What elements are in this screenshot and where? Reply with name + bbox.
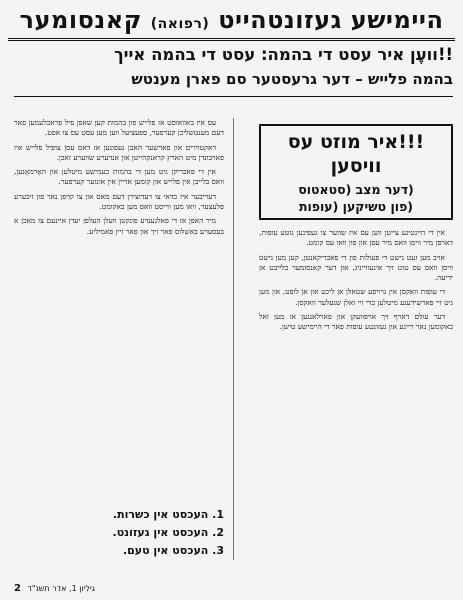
masthead-title	[8, 4, 455, 40]
issue-info: גיליון 1, אדר תשנ"ד	[27, 584, 95, 593]
right-paragraph: אויב מען זעט נישט די פעולות פון די פאבריקאנטן, קען מען נישט וויסן וואס עס טוט זיך אינעווייניג, און דער קאנסומער בלייבט אן ידיעה.	[259, 252, 453, 283]
column-divider	[233, 118, 234, 560]
headline	[14, 44, 453, 90]
right-column-text	[259, 228, 453, 560]
right-paragraph: אין די היינטיגע צייטן ווען עס איז שווער צו געפינען גוטע עופות, דארפן מיר וויסן וואס מיר עסן און פון וואו עס קומט.	[259, 228, 453, 248]
left-column-text	[14, 118, 224, 490]
box-line2: (דער מצב (סטאטוס	[298, 182, 414, 197]
left-paragraph: אין די פאבריקן גיט מען די בהמות כעמישע מיטלען און האָרמאָנען, וואס בלייבן אין פלייש און קומען אריין אין אונזער קערפער.	[14, 167, 224, 187]
right-paragraph: די עופות וואקסן אין גרויסע שטאלן אן ליכט און אן לופט, און מען גיט זיי פארשידענע מיטלען כדי זיי זאלן שנעלער וואקסן.	[259, 287, 453, 307]
box-title: !!!איר מוזט עס וויסען	[287, 131, 425, 177]
left-paragraph: דעריבער איז כדאי צו רעדוצירן דעם מאס און צו קויפן נאר פון זיכערע פלעצער, וואו מען ווייסט וואס מען באקומט.	[14, 191, 224, 212]
list-item: 3. העכסט אין טעם.	[122, 544, 224, 557]
left-paragraph: מיר האפן אז די פאלגענדע פונקטן וועלן העלפן יעדן איינעם צו מאכן א בעסערע באשלוס פאר זיך און פאר זיין פאמיליע.	[14, 216, 224, 236]
list-item: 2. העכסט אין געזונט.	[112, 526, 224, 539]
left-paragraph: עס איז באוואוסט אז פלייש פון בהמות קען שאפן פיל פראבלעמען פאר דעם מענטשליכן קערפער, ספעציעל ווען מען עסט עס צו אפט.	[14, 118, 224, 138]
right-paragraph: דער עולם דארף זיך אויפוועקן און פארלאנגען אז מען זאל באקומען נאר ריינע און געזונטע עופות פאר די היימישע טישן.	[259, 312, 453, 332]
article-box-title	[259, 124, 453, 220]
page-footer	[14, 583, 449, 597]
masthead-title-main: היימישע געזונטהייט	[218, 6, 444, 34]
masthead	[8, 4, 455, 41]
box-line3: (פון טשיקען (עופות	[298, 199, 414, 214]
masthead-subtitle: (רפואה)	[150, 16, 210, 32]
headline-rule	[14, 96, 453, 97]
masthead-title-consumer: קאנסומער	[19, 6, 142, 34]
headline-line2: בהמה פלייש – דער גרעסטער סם פארן מענטש	[131, 70, 453, 88]
list-item: 1. העכסט אין כשרות.	[112, 508, 224, 521]
left-paragraph: דאקטוירים און פארשער האבן געפונען אז דאס עסן צופיל פלייש איז פארבונדן מיט הארץ קראנקהייטן און אנדערע שווערע זאכן.	[14, 142, 224, 162]
headline-line1: !!וועֶן איר עסט די בהמה: עסט די בהמה אייך	[114, 45, 453, 64]
summary-list	[14, 506, 224, 560]
page-number: 2	[14, 583, 21, 594]
